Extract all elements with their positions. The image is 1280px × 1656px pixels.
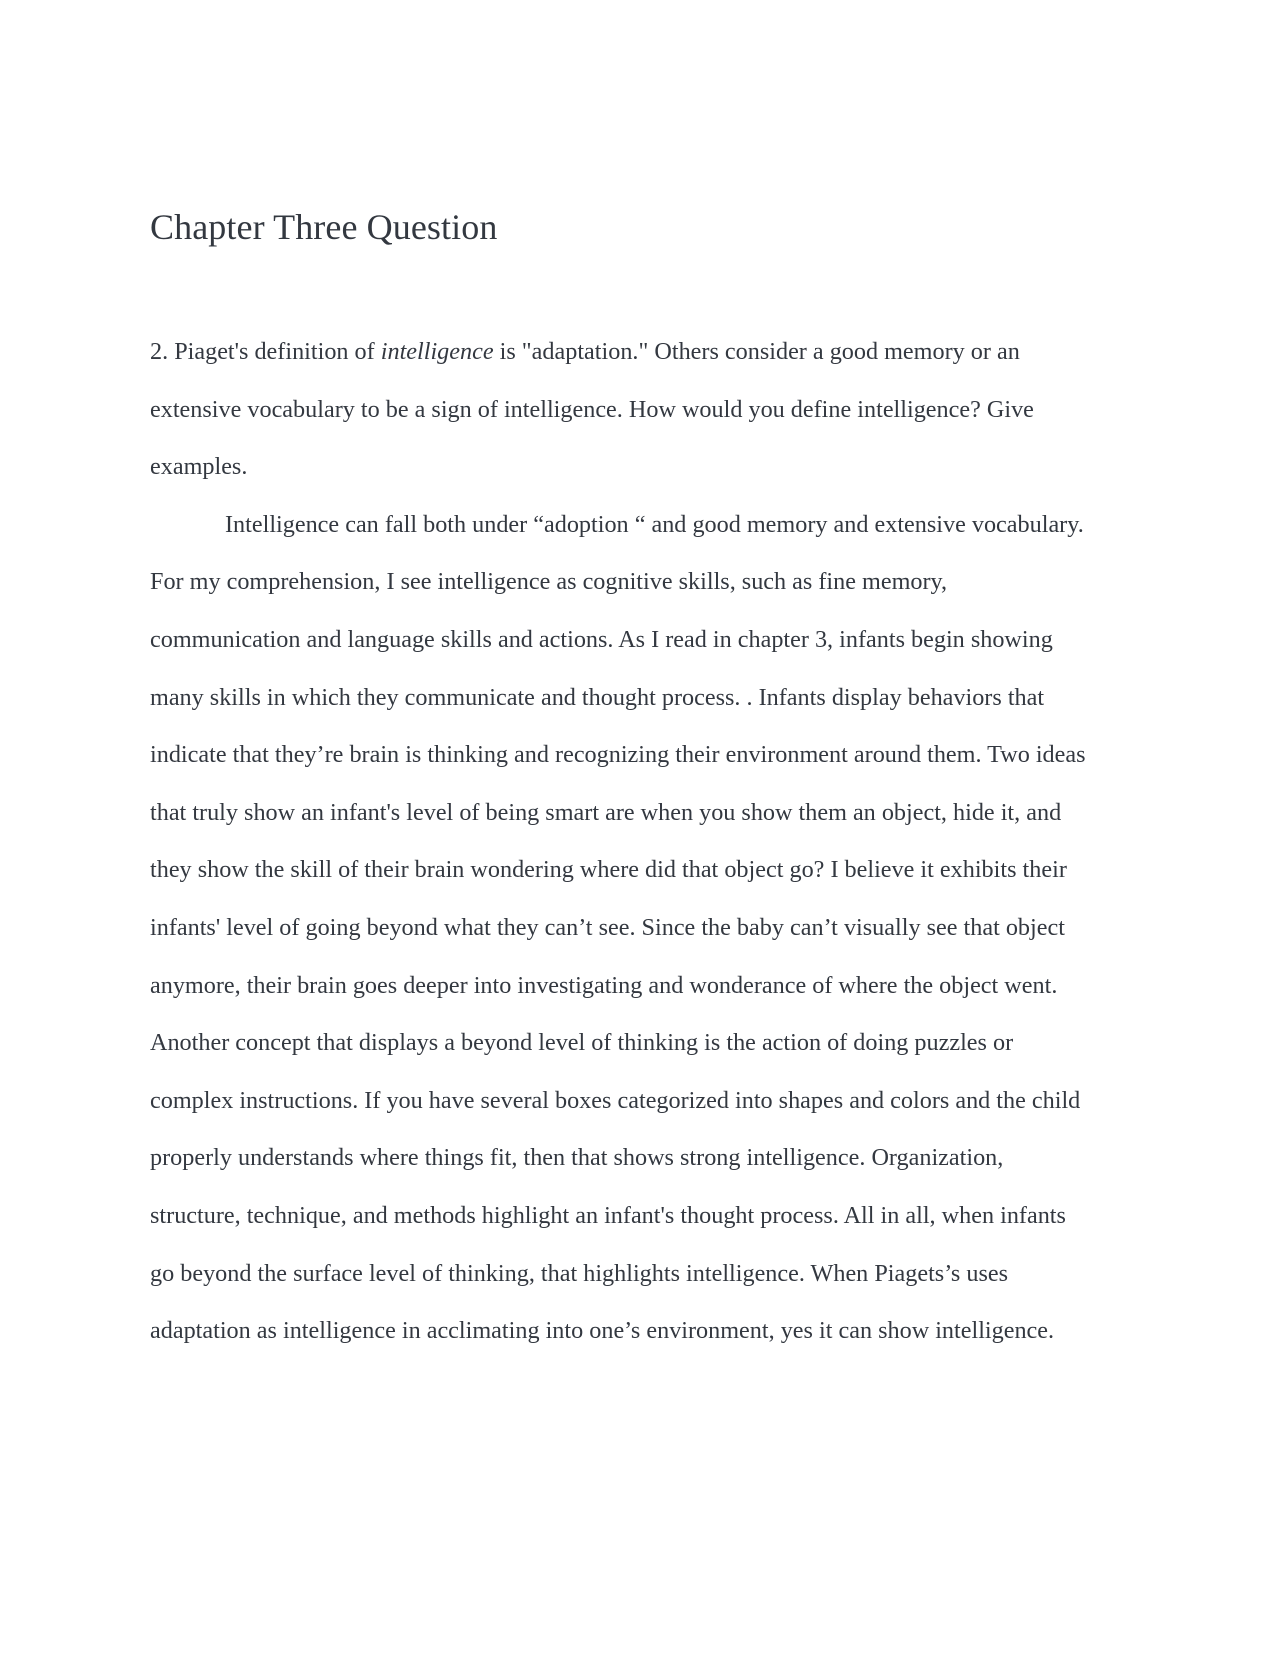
answer-line: that truly show an infant's level of being smart are when you show them an object, hide it, and bbox=[150, 798, 1062, 826]
answer-line: infants' level of going beyond what they can’t see. Since the baby can’t visually see that object bbox=[150, 913, 1065, 941]
document-body bbox=[150, 323, 1150, 1360]
answer-line: go beyond the surface level of thinking, that highlights intelligence. When Piagets’s uses bbox=[150, 1259, 1009, 1287]
answer-line: structure, technique, and methods highlight an infant's thought process. All in all, when infants bbox=[150, 1201, 1066, 1229]
question-line: extensive vocabulary to be a sign of intelligence. How would you define intelligence? Give bbox=[150, 395, 1034, 423]
page-title: Chapter Three Question bbox=[150, 207, 498, 247]
answer-line: properly understands where things fit, then that shows strong intelligence. Organization, bbox=[150, 1144, 1004, 1172]
answer-line: For my comprehension, I see intelligence as cognitive skills, such as fine memory, bbox=[150, 568, 948, 596]
answer-line: Another concept that displays a beyond level of thinking is the action of doing puzzles or bbox=[150, 1029, 1014, 1057]
answer-line: many skills in which they communicate and thought process. . Infants display behaviors that bbox=[150, 683, 1045, 711]
answer-line: Intelligence can fall both under “adoption “ and good memory and extensive vocabulary. bbox=[225, 510, 1084, 538]
question-line bbox=[150, 323, 1150, 381]
answer-line: adaptation as intelligence in acclimating into one’s environment, yes it can show intelligence. bbox=[150, 1317, 1055, 1345]
answer-line: communication and language skills and actions. As I read in chapter 3, infants begin showing bbox=[150, 625, 1053, 653]
answer-line: anymore, their brain goes deeper into investigating and wonderance of where the object went. bbox=[150, 971, 1058, 999]
answer-line: indicate that they’re brain is thinking and recognizing their environment around them. Two ideas bbox=[150, 741, 1086, 769]
answer-line: they show the skill of their brain wondering where did that object go? I believe it exhibits their bbox=[150, 856, 1067, 884]
question-italic-term: intelligence bbox=[380, 338, 494, 365]
answer-line: complex instructions. If you have several boxes categorized into shapes and colors and the child bbox=[150, 1086, 1081, 1114]
question-line: examples. bbox=[150, 453, 248, 481]
question-text: is "adaptation." Others consider a good memory or an bbox=[493, 338, 1020, 365]
question-text: 2. Piaget's definition of bbox=[150, 338, 381, 365]
